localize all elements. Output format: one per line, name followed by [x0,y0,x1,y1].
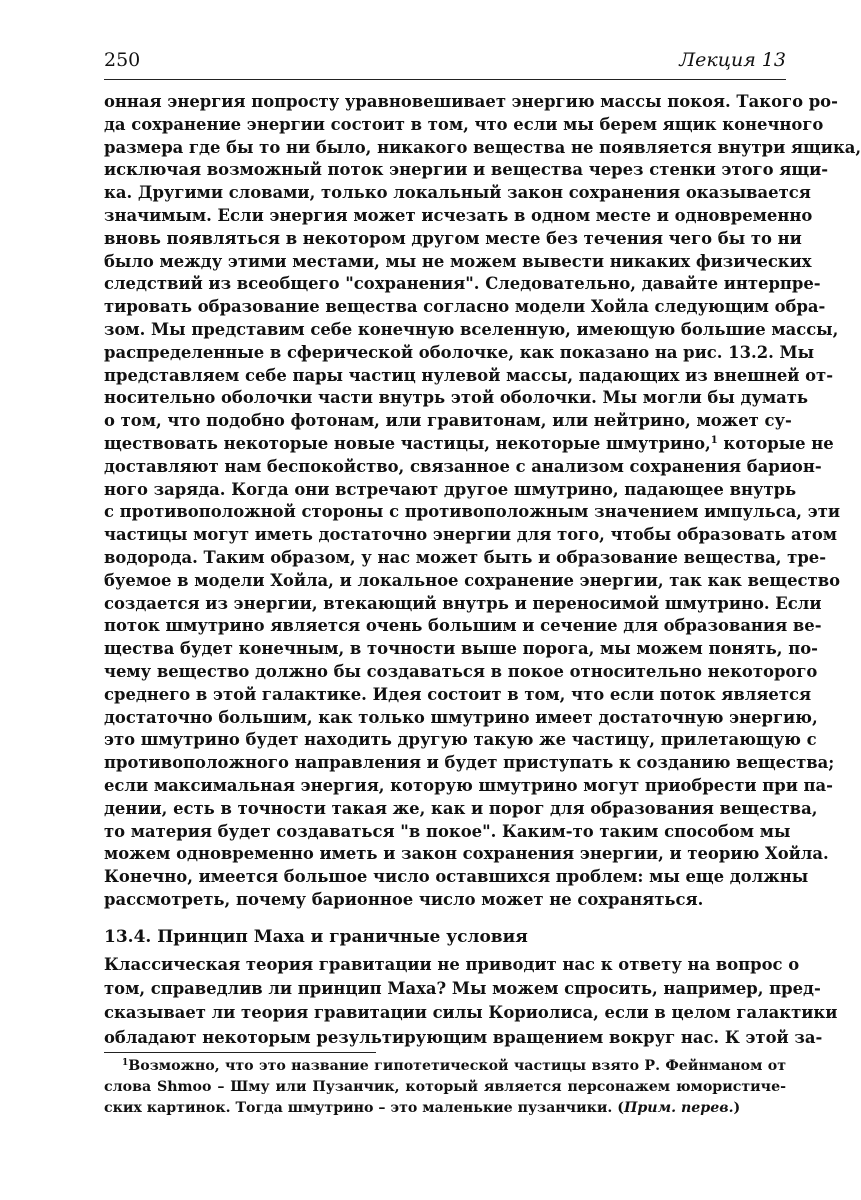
text-segment: ществовать некоторые новые частицы, некоторые шмутрино, [104,433,711,453]
text-line: противоположного направления и будет приступать к созданию вещества; [104,753,835,773]
text-line: ного заряда. Когда они встречают другое шмутрино, падающее внутрь [104,479,797,499]
text-segment: которые не [717,433,834,453]
text-line: размера где бы то ни было, никакого вещества не появляется внутри ящика, [104,137,861,157]
text-line: поток шмутрино является очень большим и сечение для образования ве- [104,616,822,636]
text-line: да сохранение энергии состоит в том, что если мы берем ящик конечного [104,114,824,134]
text-line: создается из энергии, втекающий внутрь и переносимой шмутрино. Если [104,593,822,613]
text-line: значимым. Если энергия может исчезать в одном месте и одновременно [104,205,813,225]
text-line: представляем себе пары частиц нулевой массы, падающих из внешней от- [104,365,833,385]
text-line: обладают некоторым результирующим вращением вокруг нас. К этой за- [104,1027,823,1047]
text-line: частицы могут иметь достаточно энергии для того, чтобы образовать атом [104,525,838,545]
section-heading: 13.4. Принцип Маха и граничные условия [104,927,528,947]
text-line: буемое в модели Хойла, и локальное сохранение энергии, так как вещество [104,570,841,590]
footnote-rule [104,1052,376,1053]
text-line: это шмутрино будет находить другую такую же частицу, прилетающую с [104,730,817,750]
text-line: то материя будет создаваться "в покое". Каким-то таким способом мы [104,821,791,841]
text-line: зом. Мы представим себе конечную вселенную, имеющую большие массы, [104,319,839,339]
text-line: рассмотреть, почему барионное число может не сохраняться. [104,889,704,909]
footnote [104,1056,786,1118]
text-line-with-footnote [104,433,834,456]
footnote-line [104,1056,786,1077]
text-segment: ских картинок. Тогда шмутрино – это маленькие пузанчики. ( [104,1099,624,1116]
page-number: 250 [104,49,141,71]
text-line: о том, что подобно фотонам, или гравитонам, или нейтрино, может су- [104,411,792,431]
text-line: вновь появляться в некотором другом месте без течения чего бы то ни [104,228,802,248]
text-line: среднего в этой галактике. Идея состоит в том, что если поток является [104,684,812,704]
text-line: онная энергия попросту уравновешивает энергию массы покоя. Такого ро- [104,92,838,111]
running-title: Лекция 13 [679,49,786,71]
text-line: чему вещество должно бы создаваться в покое относительно некоторого [104,661,818,681]
text-line: если максимальная энергия, которую шмутрино могут приобрести при па- [104,775,833,795]
footnote-reference[interactable]: 1 [710,434,718,446]
footnote-line [104,1098,786,1119]
text-line: Конечно, имеется большое число оставшихся проблем: мы еще должны [104,867,809,887]
text-line: достаточно большим, как только шмутрино имеет достаточную энергию, [104,707,818,727]
text-line: водорода. Таким образом, у нас может быть и образование вещества, тре- [104,547,827,567]
translator-note: Прим. перев. [623,1099,734,1116]
text-line: доставляют нам беспокойство, связанное с анализом сохранения барион- [104,456,822,476]
text-line: исключая возможный поток энергии и вещества через стенки этого ящи- [104,160,829,180]
footnote-mark: 1 [122,1058,129,1068]
text-line: щества будет конечным, в точности выше порога, мы можем понять, по- [104,639,818,659]
header-rule [104,79,786,80]
text-segment: Возможно, что это название гипотетической частицы взято Р. Фейнманом от [128,1058,786,1074]
page-header [104,46,786,80]
body-paragraph [104,91,861,912]
text-line: было между этими местами, мы не можем вывести никаких физических [104,251,812,271]
text-line: том, справедлив ли принцип Маха? Мы можем спросить, например, пред- [104,979,821,999]
text-line: сказывает ли теория гравитации силы Кориолиса, если в целом галактики [104,1003,838,1023]
text-line: Классическая теория гравитации не приводит нас к ответу на вопрос о [104,955,800,974]
footnote-line: слова Shmoo – Шму или Пузанчик, который является персонажем юмористиче- [104,1078,786,1095]
text-line: распределенные в сферической оболочке, как показано на рис. 13.2. Мы [104,342,815,362]
text-line: с противоположной стороны с противоположным значением импульса, эти [104,502,841,522]
text-line: можем одновременно иметь и закон сохранения энергии, и теорию Хойла. [104,844,829,864]
text-line: ка. Другими словами, только локальный закон сохранения оказывается [104,183,811,203]
text-segment: ) [733,1099,741,1116]
text-line: тировать образование вещества согласно модели Хойла следующим обра- [104,297,826,317]
text-line: носительно оболочки части внутрь этой оболочки. Мы могли бы думать [104,388,809,408]
text-line: дении, есть в точности такая же, как и порог для образования вещества, [104,798,818,818]
section-paragraph [104,953,838,1050]
text-line: следствий из всеобщего "сохранения". Следовательно, давайте интерпре- [104,274,821,294]
